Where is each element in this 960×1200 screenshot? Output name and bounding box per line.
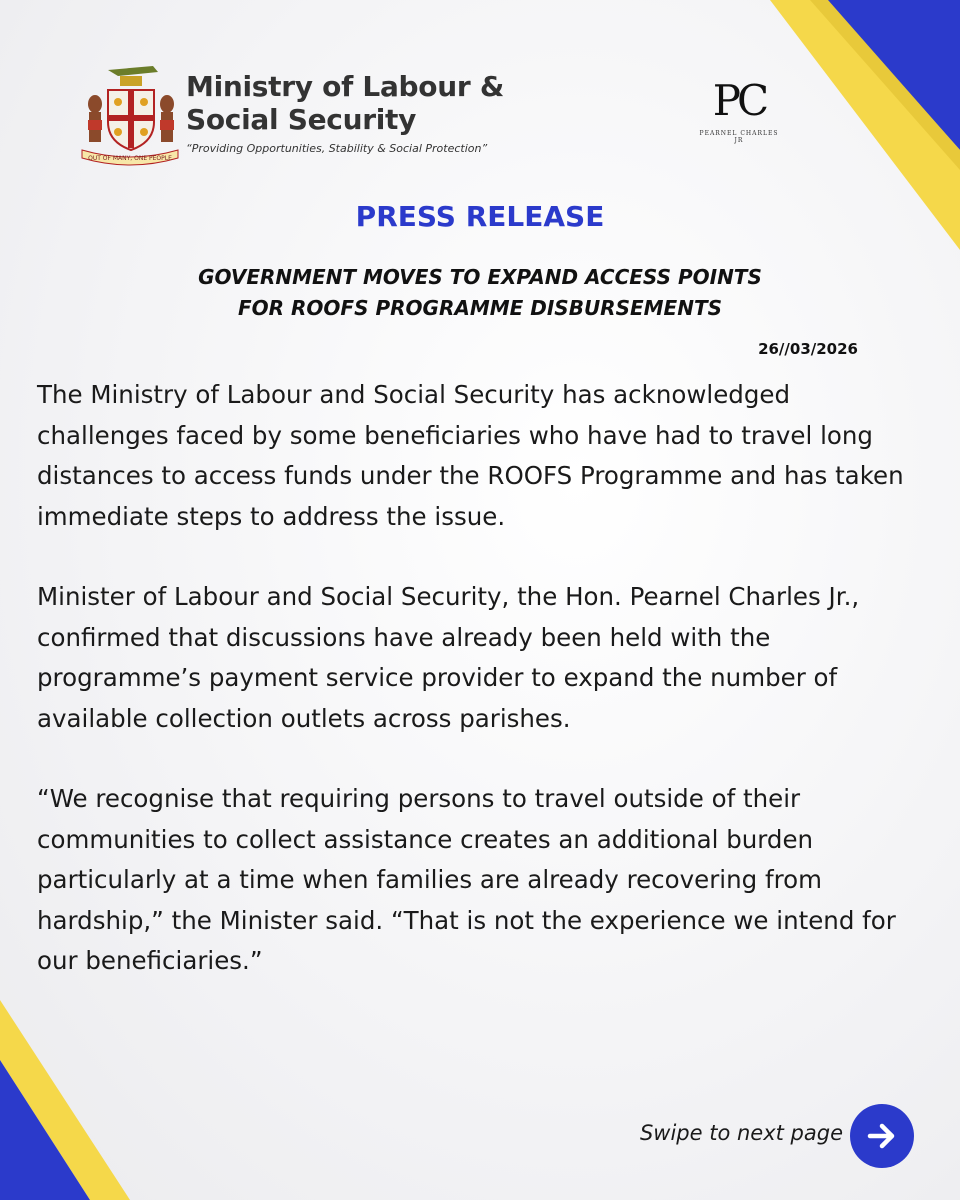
coat-of-arms-icon <box>78 60 182 168</box>
pc-logo-mark: PC <box>712 76 766 125</box>
ministry-name: Ministry of Labour & Social Security <box>186 70 504 136</box>
release-body <box>37 375 917 1022</box>
body-paragraph-3: “We recognise that requiring persons to travel outside of their communities to collect assistance creates an additional burden particularly at a time when families are already recovering from hardship,” the Minister said. “That is not the experience we intend for our beneficiaries.” <box>37 784 896 975</box>
corner-ribbon-bottom-left <box>0 1000 130 1200</box>
release-headline <box>0 262 960 324</box>
header <box>72 58 892 178</box>
release-date: 26//03/2026 <box>758 340 858 358</box>
body-paragraph-2: Minister of Labour and Social Security, the Hon. Pearnel Charles Jr., confirmed that discussions have already been held with the programme’s payment service provider to expand the number of available collection outlets across parishes. <box>37 582 860 733</box>
press-release-label: PRESS RELEASE <box>355 200 605 233</box>
body-paragraph-1: The Ministry of Labour and Social Security has acknowledged challenges faced by some beneficiaries who have had to travel long distances to access funds under the ROOFS Programme and has taken immediate steps to address the issue. <box>37 380 904 531</box>
headline-line-1: GOVERNMENT MOVES TO EXPAND ACCESS POINTS <box>198 265 762 289</box>
next-page-button[interactable] <box>850 1104 914 1168</box>
pc-logo-name: PEARNEL CHARLES JR <box>699 130 779 144</box>
pearnel-charles-logo <box>694 78 784 154</box>
svg-text:OUT OF MANY, ONE PEOPLE: OUT OF MANY, ONE PEOPLE <box>88 155 172 162</box>
ministry-tagline: “Providing Opportunities, Stability & Social Protection” <box>186 142 488 155</box>
headline-line-2: FOR ROOFS PROGRAMME DISBURSEMENTS <box>238 296 722 320</box>
arrow-right-icon <box>864 1118 900 1154</box>
swipe-label: Swipe to next page <box>639 1121 843 1145</box>
